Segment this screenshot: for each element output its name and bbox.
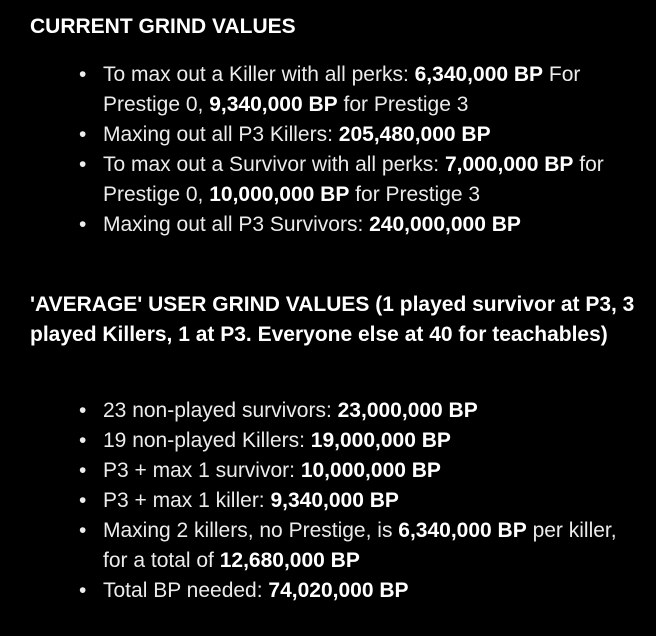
bullet-icon: • [79,429,87,452]
bullet-icon: • [79,399,87,422]
list-item [0,456,623,486]
item-text: for Prestige 0, [103,153,604,206]
item-text: for Prestige 3 [337,93,469,116]
bullet-icon: • [79,63,87,86]
bullet-icon: • [79,213,87,236]
list-item [0,120,623,150]
bp-value: 9,340,000 BP [270,489,399,512]
current-grind-list [0,60,623,240]
list-item [0,396,623,426]
bp-value: 19,000,000 BP [310,429,451,452]
bp-value: 23,000,000 BP [337,399,478,422]
item-text: P3 + max 1 killer: [103,489,271,512]
bp-value: 10,000,000 BP [300,459,441,482]
item-text: Total BP needed: [103,579,269,602]
bp-value: 6,340,000 BP [414,63,544,86]
section-heading-average-grind: 'AVERAGE' USER GRIND VALUES (1 played survivor at P3, 3 played Killers, 1 at P3. Everyone else at 40 for teachables) [30,293,635,346]
bp-value: 10,000,000 BP [209,183,350,206]
bp-value: 12,680,000 BP [219,549,360,572]
list-item [0,516,623,576]
item-text: To max out a Killer with all perks: [103,63,415,86]
item-text: 23 non-played survivors: [103,399,338,422]
item-text: Maxing out all P3 Survivors: [103,213,370,236]
bp-value: 6,340,000 BP [398,519,527,542]
bp-value: 74,020,000 BP [268,579,409,602]
bp-value: 205,480,000 BP [338,123,491,146]
bp-value: 7,000,000 BP [444,153,574,176]
bp-value: 240,000,000 BP [369,213,521,236]
item-text: Maxing 2 killers, no Prestige, is [103,519,399,542]
average-grind-list [0,396,623,606]
section-heading-current-grind: CURRENT GRIND VALUES [30,15,296,38]
list-item [0,576,623,606]
item-text: To max out a Survivor with all perks: [103,153,445,176]
item-text: 19 non-played Killers: [103,429,311,452]
bullet-icon: • [79,123,87,146]
list-item [0,60,623,120]
bullet-icon: • [79,519,87,542]
bullet-icon: • [79,153,87,176]
bullet-icon: • [79,489,87,512]
list-item [0,210,623,240]
list-item [0,426,623,456]
bullet-icon: • [79,459,87,482]
list-item [0,150,623,210]
item-text: per killer, for a total of [103,519,617,572]
bullet-icon: • [79,579,87,602]
list-item [0,486,623,516]
item-text: for Prestige 3 [349,183,481,206]
bp-value: 9,340,000 BP [209,93,338,116]
item-text: Maxing out all P3 Killers: [103,123,339,146]
item-text: P3 + max 1 survivor: [103,459,301,482]
item-text: For Prestige 0, [103,63,581,116]
